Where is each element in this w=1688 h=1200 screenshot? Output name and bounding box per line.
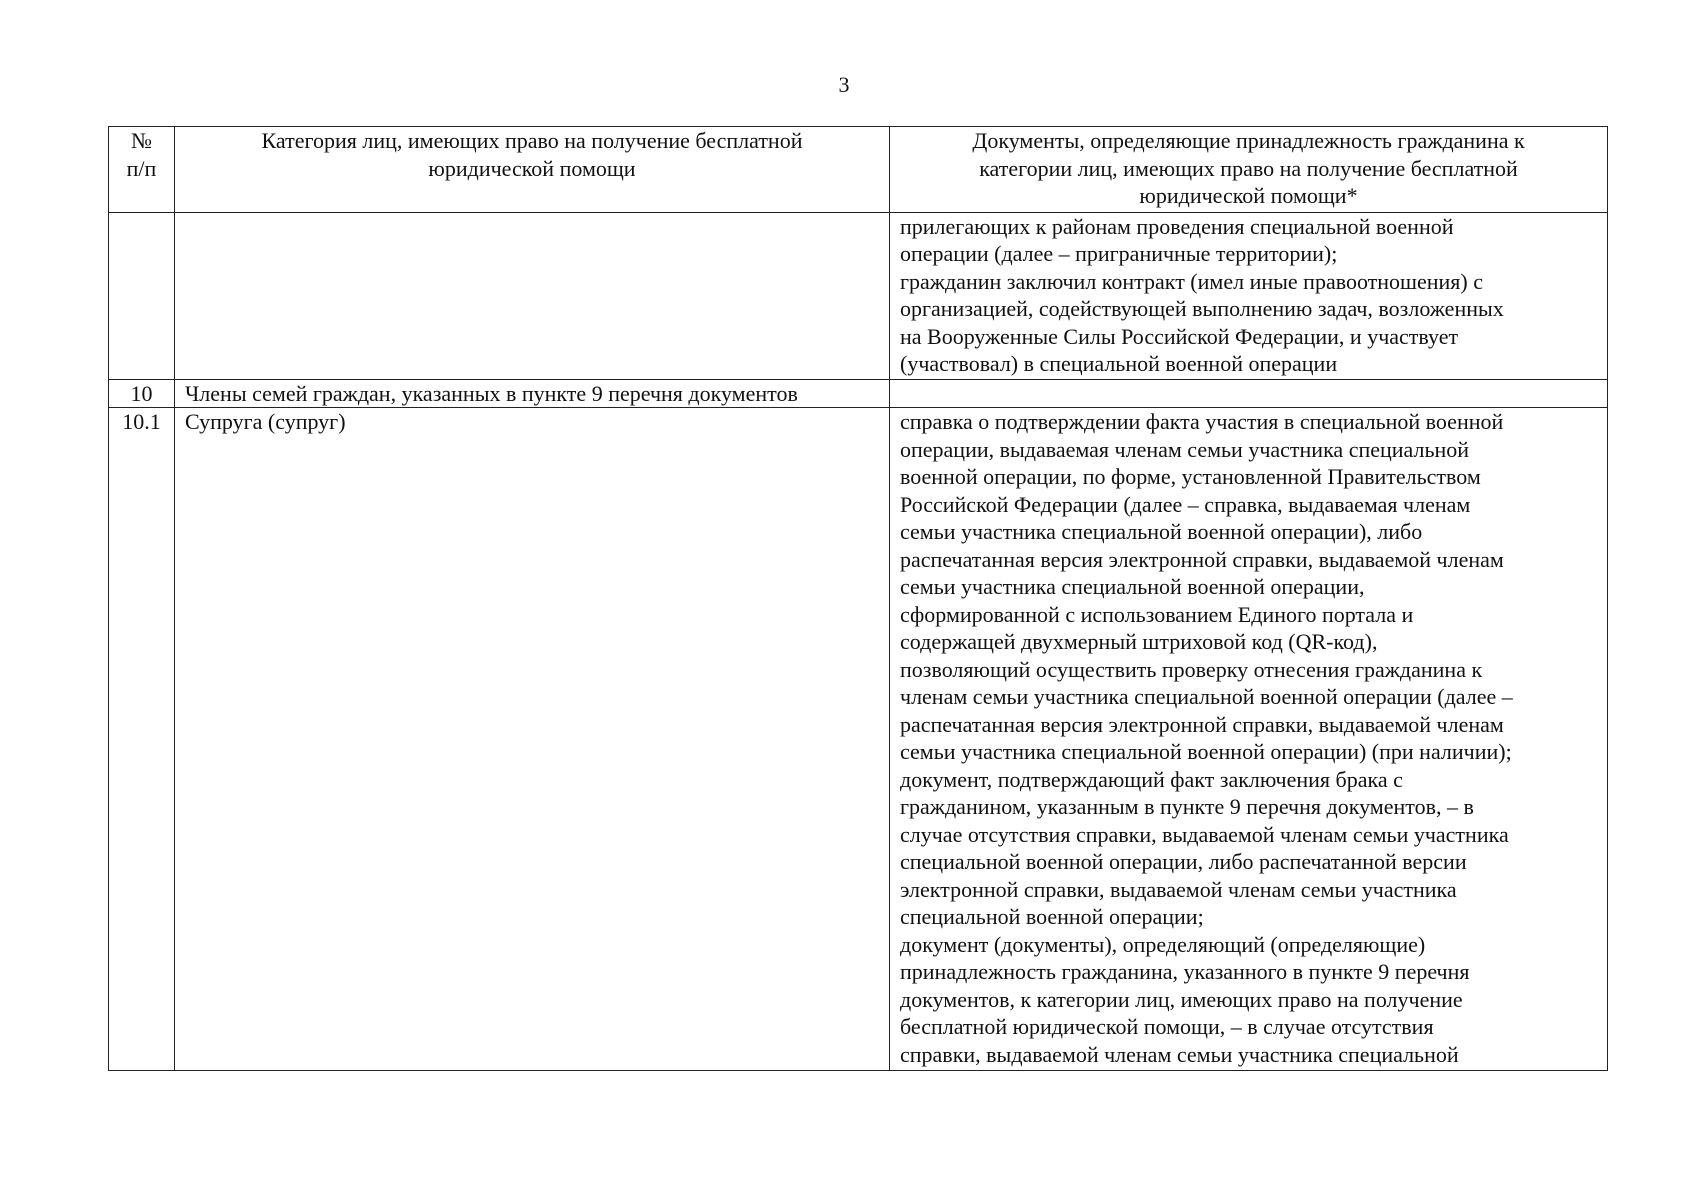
- document-line: операции, выдаваемая членам семьи участника специальной: [900, 436, 1470, 462]
- document-line: военной операции, по форме, установленной Правительством: [900, 464, 1481, 489]
- page-number: 3: [838, 72, 850, 97]
- table-row: [109, 212, 1608, 379]
- document-line: организацией, содействующей выполнению задач, возложенных: [900, 296, 1504, 321]
- row-category: [175, 212, 890, 379]
- row-documents: [890, 408, 1608, 1071]
- document-line: распечатанная версия электронной справки, выдаваемой членам: [900, 711, 1504, 737]
- table-row: [109, 379, 1608, 408]
- header-documents-line: юридической помощи*: [1139, 183, 1358, 208]
- document-line: на Вооруженные Силы Российской Федерации, и участвует: [900, 323, 1459, 349]
- document-line: содержащей двухмерный штриховой код (QR-код),: [900, 629, 1378, 654]
- row-category: Члены семей граждан, указанных в пункте 9 перечня документов: [175, 379, 890, 408]
- document-line: семьи участника специальной военной операции), либо: [900, 519, 1423, 544]
- row-documents: [890, 379, 1608, 408]
- document-line: семьи участника специальной военной операции,: [900, 574, 1365, 599]
- document-line: документов, к категории лиц, имеющих право на получение: [900, 986, 1463, 1012]
- header-documents: [890, 127, 1608, 213]
- document-line: специальной военной операции, либо распечатанной версии: [900, 849, 1467, 874]
- document-line: распечатанная версия электронной справки, выдаваемой членам: [900, 546, 1504, 572]
- documents-table: [108, 126, 1608, 1071]
- document-line: (участвовал) в специальной военной операции: [900, 351, 1338, 376]
- document-line: позволяющий осуществить проверку отнесения гражданина к: [900, 656, 1483, 682]
- document-line: гражданином, указанным в пункте 9 перечня документов, – в: [900, 794, 1474, 819]
- row-number: 10.1: [109, 408, 175, 1071]
- header-documents-line: Документы, определяющие принадлежность гражданина к: [972, 128, 1525, 153]
- document-line: справка о подтверждении факта участия в специальной военной: [900, 409, 1504, 434]
- header-num: [109, 127, 175, 213]
- document-line: справки, выдаваемой членам семьи участника специальной: [900, 1041, 1459, 1067]
- row-category: Супруга (супруг): [175, 408, 890, 1071]
- row-number: 10: [109, 379, 175, 408]
- table-row: [109, 408, 1608, 1071]
- header-num-line: п/п: [126, 155, 157, 181]
- document-line: принадлежность гражданина, указанного в пункте 9 перечня: [900, 959, 1470, 984]
- header-category-line: Категория лиц, имеющих право на получение бесплатной: [261, 128, 803, 153]
- document-line: электронной справки, выдаваемой членам семьи участника: [900, 876, 1457, 902]
- document-line: бесплатной юридической помощи, – в случае отсутствия: [900, 1014, 1434, 1039]
- header-documents-line: категории лиц, имеющих право на получение бесплатной: [979, 155, 1518, 181]
- document-line: операции (далее – приграничные территории);: [900, 241, 1338, 266]
- table-header-row: [109, 127, 1608, 213]
- document-line: гражданин заключил контракт (имел иные правоотношения) с: [900, 268, 1483, 294]
- row-number: [109, 212, 175, 379]
- document-line: семьи участника специальной военной операции) (при наличии);: [900, 739, 1512, 764]
- document-line: специальной военной операции;: [900, 904, 1204, 929]
- header-num-line: №: [131, 128, 152, 153]
- document-line: членам семьи участника специальной военной операции (далее –: [900, 684, 1513, 709]
- document-line: документ (документы), определяющий (определяющие): [900, 931, 1426, 957]
- document-line: сформированной с использованием Единого портала и: [900, 601, 1414, 627]
- document-line: прилегающих к районам проведения специальной военной: [900, 213, 1454, 239]
- document-line: Российской Федерации (далее – справка, выдаваемая членам: [900, 491, 1471, 517]
- row-documents: [890, 212, 1608, 379]
- header-category-line: юридической помощи: [428, 155, 636, 181]
- document-line: случае отсутствия справки, выдаваемой членам семьи участника: [900, 821, 1509, 847]
- header-category: [175, 127, 890, 213]
- document-line: документ, подтверждающий факт заключения брака с: [900, 766, 1403, 792]
